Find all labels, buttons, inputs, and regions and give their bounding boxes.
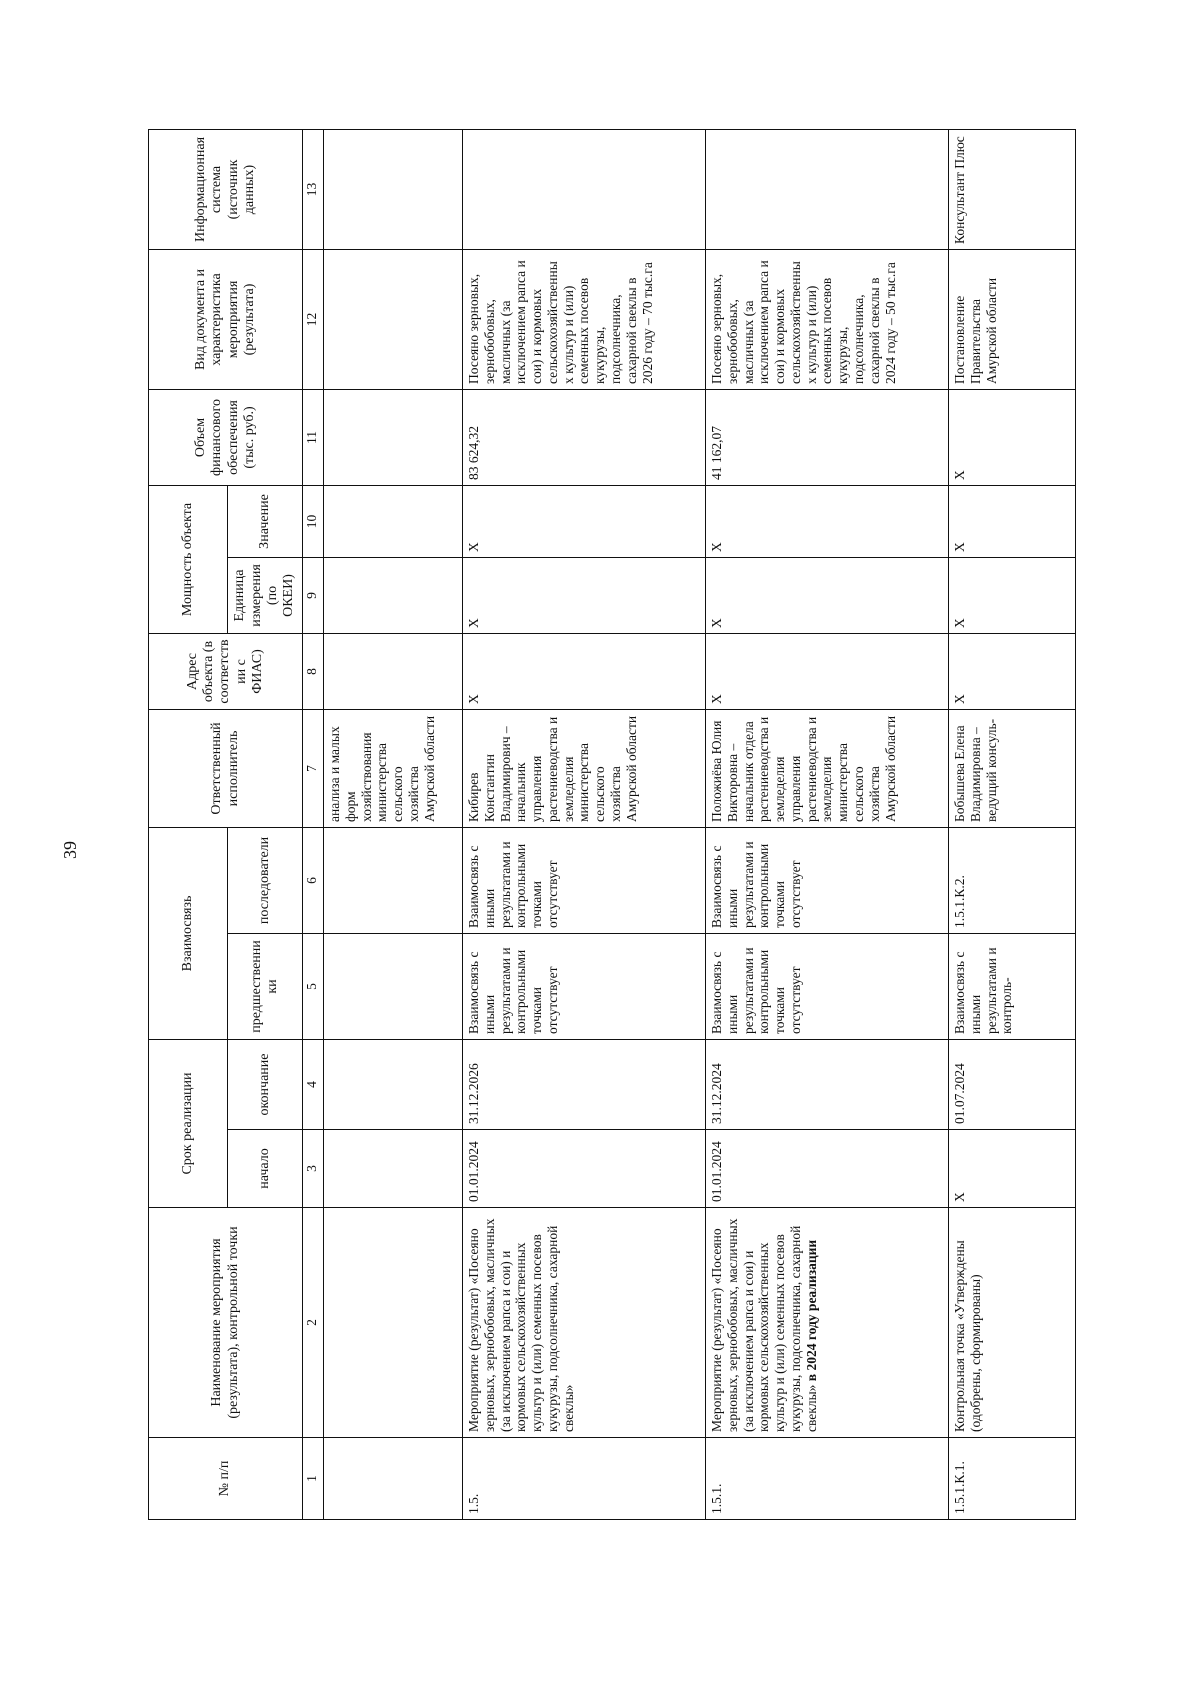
header-capacity: Мощность объекта	[149, 485, 228, 633]
table-row-1-5-1	[706, 129, 949, 1519]
header-address: Адрес объекта (в соответствии с ФИАС)	[149, 634, 303, 710]
header-start: начало	[228, 1130, 303, 1208]
doc-type-cell: Посеяно зерновых, зернобобовых, масличных (за исключением рапса и сои) и кормовых сельскохозяйственных культур и (или) семенных посевов кукурузы, подсолнечника, сахарной свеклы в 2024 году – 50 тыс.га	[706, 249, 949, 389]
header-successors: последователи	[228, 828, 303, 934]
implementation-plan-table	[148, 129, 1076, 1520]
measure-name-bold: в 2024 году реализации	[803, 1239, 819, 1382]
column-number: 5	[303, 934, 324, 1040]
successors-cell: 1.5.1.К.2.	[949, 828, 1076, 934]
value-cell: X	[949, 485, 1076, 557]
header-relation: Взаимосвязь	[149, 828, 228, 1040]
header-unit: Единица измерения (по ОКЕИ)	[228, 558, 303, 634]
row-number: 1.5.1.К.1.	[949, 1438, 1076, 1520]
column-number: 6	[303, 828, 324, 934]
successors-cell: Взаимосвязь с иными результатами и контрольными точками отсутствует	[706, 828, 949, 934]
measure-name	[706, 1208, 949, 1438]
column-number: 2	[303, 1208, 324, 1438]
page-number: 39	[60, 841, 80, 859]
funding-cell: X	[949, 389, 1076, 485]
value-cell: X	[463, 485, 706, 557]
column-number: 7	[303, 710, 324, 828]
value-cell: X	[706, 485, 949, 557]
info-system-cell	[706, 129, 949, 249]
start-date: 01.01.2024	[463, 1130, 706, 1208]
responsible-cell: Кибирев Константин Владимирович – начальник управления растениеводства и земледелия министерства сельского хозяйства Амурской области	[463, 710, 706, 828]
end-date: 31.12.2026	[463, 1040, 706, 1130]
predecessors-cell: Взаимосвязь с иными результатами и контрольными точками отсутствует	[706, 934, 949, 1040]
table-row-1-5-1-k1	[949, 129, 1076, 1519]
predecessors-cell: Взаимосвязь с иными результатами и контроль-	[949, 934, 1076, 1040]
doc-type-cell: Посеяно зерновых, зернобобовых, масличных (за исключением рапса и сои) и кормовых сельскохозяйственных культур и (или) семенных посевов кукурузы, подсолнечника, сахарной свеклы в 2026 году – 70 тыс.га	[463, 249, 706, 389]
column-number: 12	[303, 249, 324, 389]
successors-cell: Взаимосвязь с иными результатами и контрольными точками отсутствует	[463, 828, 706, 934]
responsible-cell: анализа и малых форм хозяйствования министерства сельского хозяйства Амурской области	[324, 710, 463, 828]
column-number-row	[303, 129, 324, 1519]
funding-cell: 83 624,32	[463, 389, 706, 485]
unit-cell: X	[463, 558, 706, 634]
doc-type-cell: Постановление Правительства Амурской области	[949, 249, 1076, 389]
row-number: 1.5.1.	[706, 1438, 949, 1520]
header-end: окончание	[228, 1040, 303, 1130]
column-number: 13	[303, 129, 324, 249]
column-number: 11	[303, 389, 324, 485]
header-name: Наименование мероприятия (результата), контрольной точки	[149, 1208, 303, 1438]
predecessors-cell: Взаимосвязь с иными результатами и контрольными точками отсутствует	[463, 934, 706, 1040]
responsible-cell: Положиёва Юлия Викторовна – начальник отдела растениеводства и земледелия управления растениеводства и земледелия министерства сельского хозяйства Амурской области	[706, 710, 949, 828]
column-number: 3	[303, 1130, 324, 1208]
header-doc-type: Вид документа и характеристика мероприятия (результата)	[149, 249, 303, 389]
funding-cell: 41 162,07	[706, 389, 949, 485]
column-number: 4	[303, 1040, 324, 1130]
start-date: X	[949, 1130, 1076, 1208]
measure-name-text: Мероприятие (результат) «Посеяно зерновых, зернобобовых, масличных (за исключением рапса и сои) и кормовых сельскохозяйственных культур и (или) семенных посевов кукурузы, подсолнечника, сахарной свеклы»	[709, 1218, 819, 1432]
column-number: 1	[303, 1438, 324, 1520]
column-number: 9	[303, 558, 324, 634]
column-number: 8	[303, 634, 324, 710]
header-predecessors: предшественники	[228, 934, 303, 1040]
unit-cell: X	[949, 558, 1076, 634]
end-date: 31.12.2024	[706, 1040, 949, 1130]
address-cell: X	[706, 634, 949, 710]
info-system-cell: Консультант Плюс	[949, 129, 1076, 249]
header-period: Срок реализации	[149, 1040, 228, 1208]
address-cell: X	[463, 634, 706, 710]
header-responsible: Ответственный исполнитель	[149, 710, 303, 828]
start-date: 01.01.2024	[706, 1130, 949, 1208]
table-row-1-5	[463, 129, 706, 1519]
table-row-continuation	[324, 129, 463, 1519]
header-info-system: Информационная система (источник данных)	[149, 129, 303, 249]
address-cell: X	[949, 634, 1076, 710]
column-number: 10	[303, 485, 324, 557]
measure-name: Мероприятие (результат) «Посеяно зерновых, зернобобовых, масличных (за исключением рапса и сои) и кормовых сельскохозяйственных культур и (или) семенных посевов кукурузы, подсолнечника, сахарной свеклы»	[463, 1208, 706, 1438]
info-system-cell	[463, 129, 706, 249]
header-funding: Объем финансового обеспечения (тыс. руб.)	[149, 389, 303, 485]
end-date: 01.07.2024	[949, 1040, 1076, 1130]
row-number: 1.5.	[463, 1438, 706, 1520]
header-row-1	[149, 129, 228, 1519]
header-num: № п/п	[149, 1438, 303, 1520]
responsible-cell: Бобышева Елена Владимировна – ведущий консуль-	[949, 710, 1076, 828]
measure-name: Контрольная точка «Утверждены (одобрены, сформированы)	[949, 1208, 1076, 1438]
rotated-page-content	[148, 130, 1118, 1520]
header-value: Значение	[228, 485, 303, 557]
unit-cell: X	[706, 558, 949, 634]
